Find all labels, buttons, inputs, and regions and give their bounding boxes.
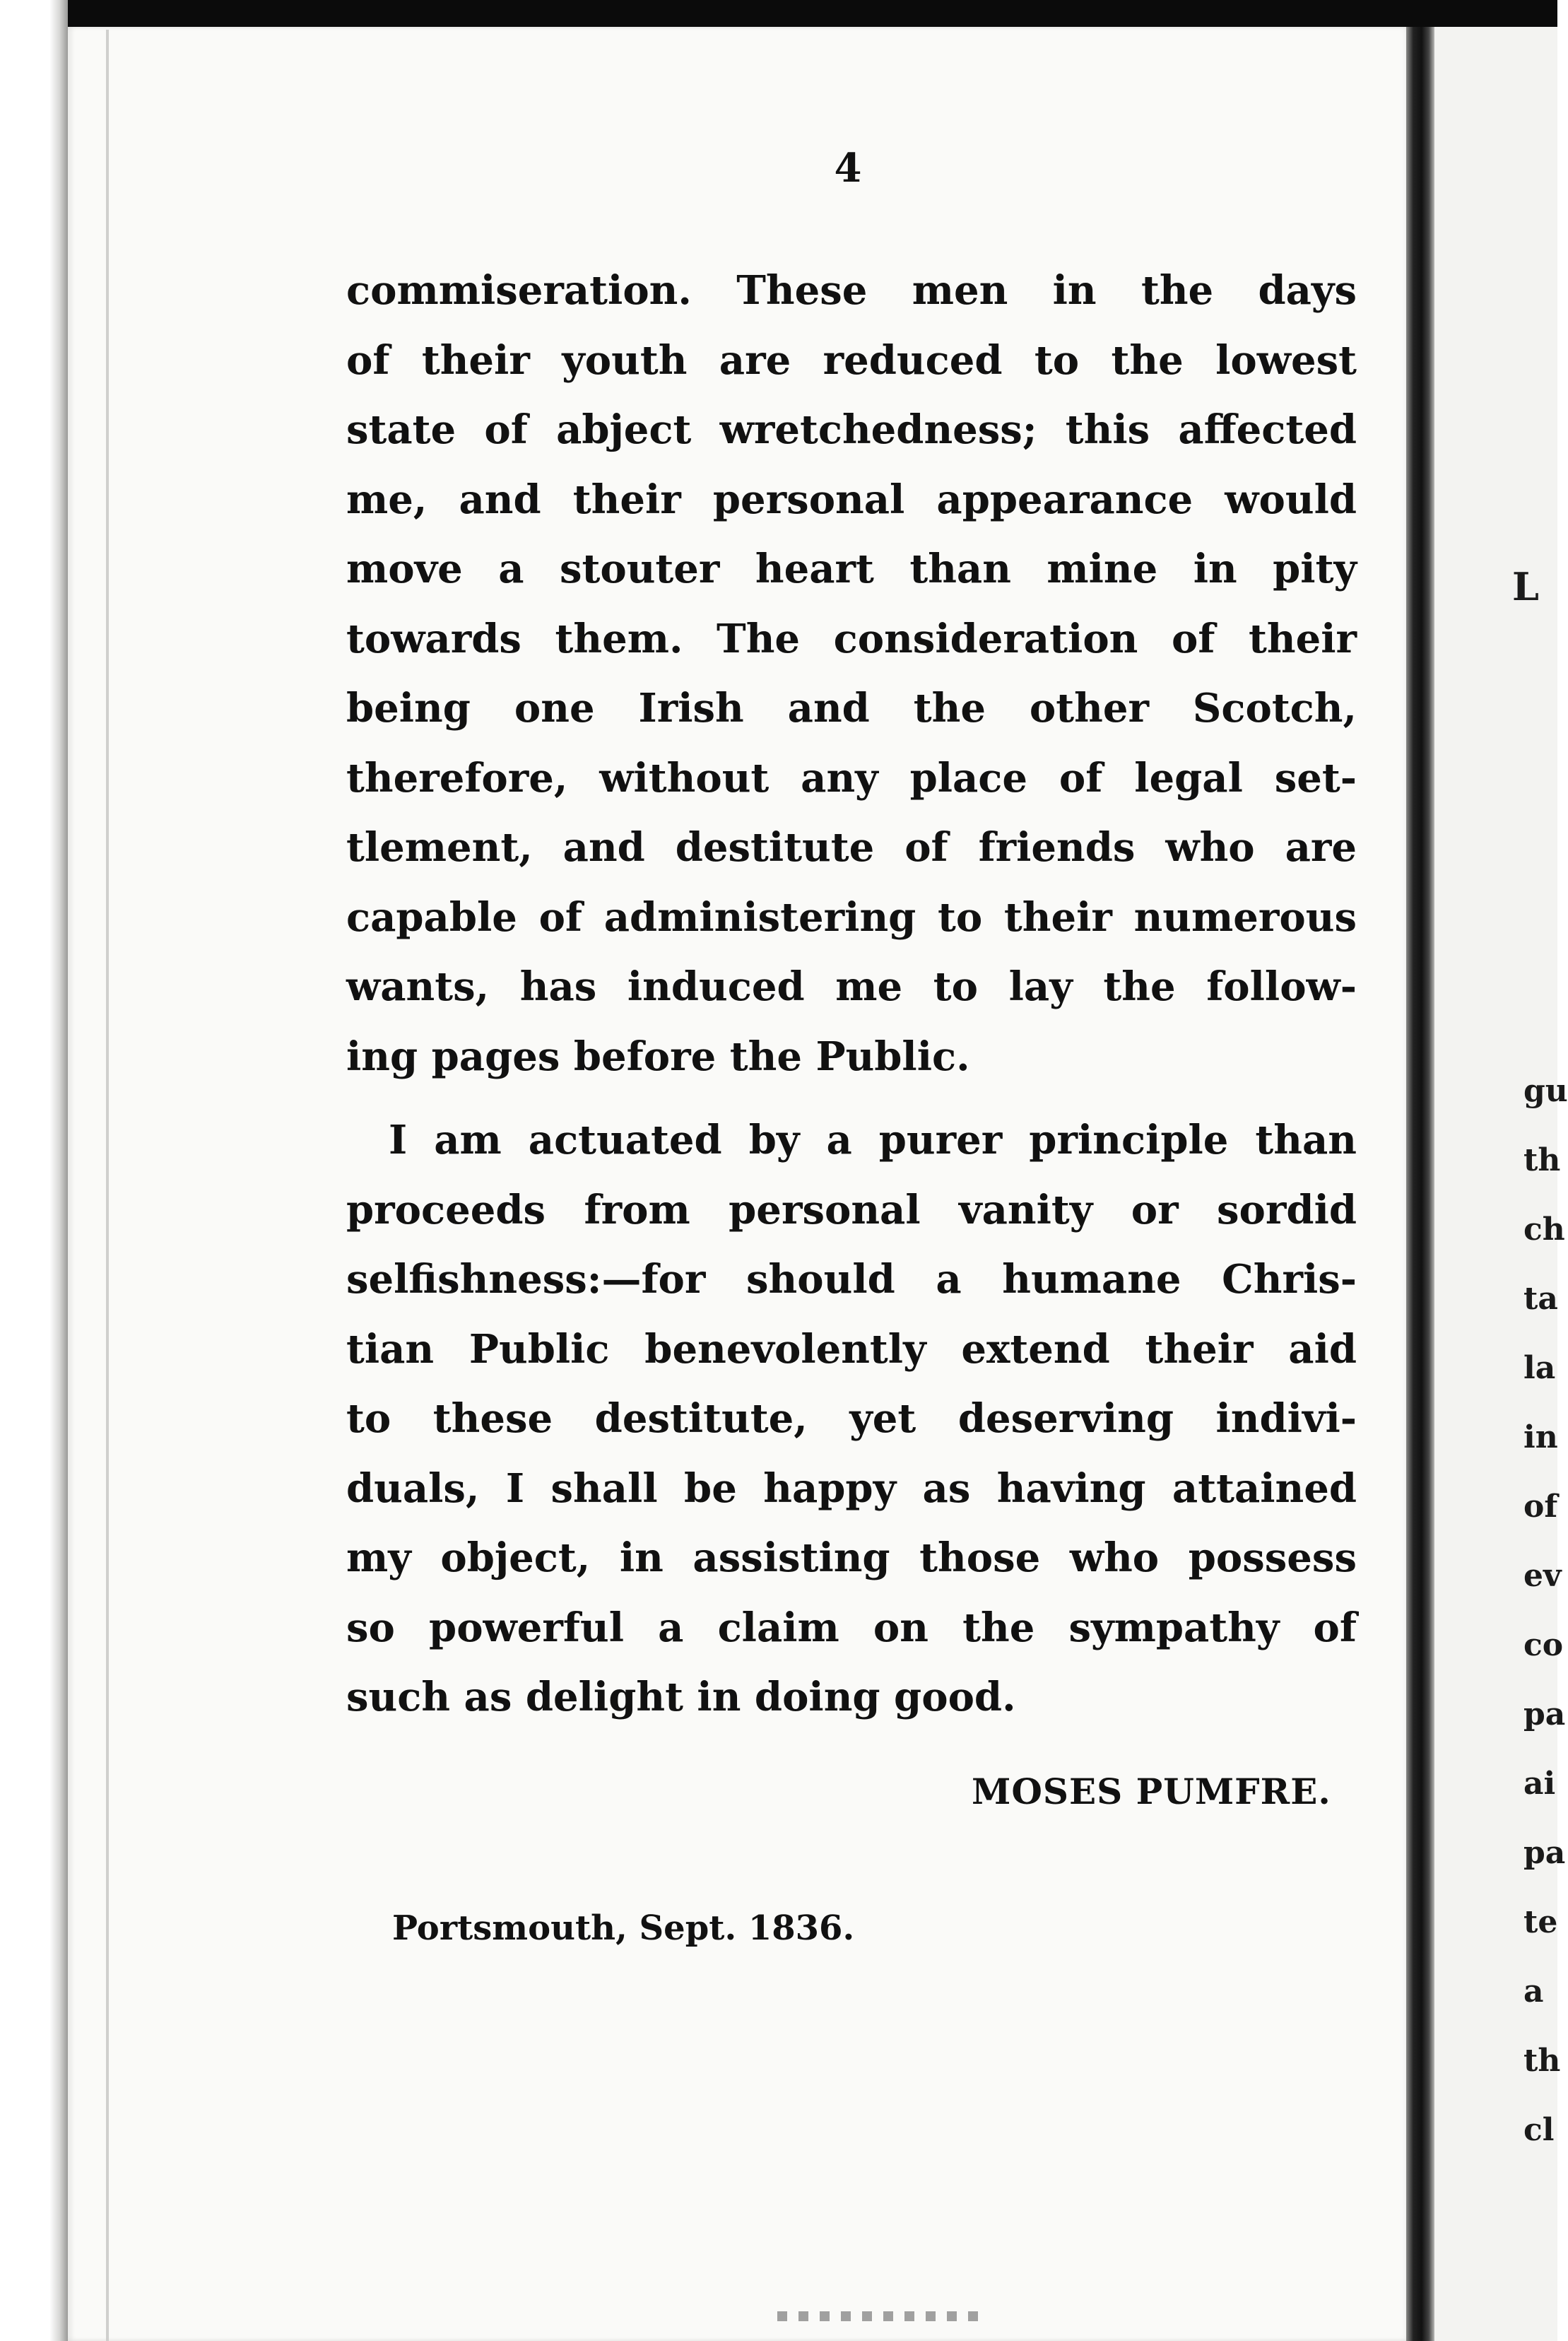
text-line: to these destitute, yet deserving indivi- bbox=[346, 1395, 1357, 1442]
scanner-left-edge bbox=[0, 0, 68, 2341]
page-number: 4 bbox=[834, 145, 862, 192]
scanner-top-edge bbox=[0, 0, 1557, 30]
text-line: capable of administering to their numerous bbox=[346, 893, 1357, 941]
next-page-line-start: cl bbox=[1523, 2112, 1555, 2148]
next-page-line-start: gu bbox=[1523, 1073, 1568, 1109]
text-line: towards them. The consideration of their bbox=[346, 615, 1357, 662]
text-line: tian Public benevolently extend their aid bbox=[346, 1325, 1357, 1373]
text-line: I am actuated by a purer principle than bbox=[389, 1117, 1357, 1163]
next-page-line-start: of bbox=[1523, 1489, 1558, 1525]
author-signature: MOSES PUMFRE. bbox=[972, 1771, 1331, 1812]
paragraph-1 bbox=[346, 256, 1357, 1091]
text-line: such as delight in doing good. bbox=[346, 1674, 1016, 1720]
next-page-line-start: in bbox=[1523, 1419, 1558, 1455]
next-page-line-start: te bbox=[1523, 1904, 1558, 1940]
next-page-line-start: la bbox=[1523, 1350, 1556, 1386]
text-line: state of abject wretchedness; this affected bbox=[346, 406, 1357, 453]
next-page-line-start: co bbox=[1523, 1627, 1564, 1663]
text-line: tlement, and destitute of friends who are bbox=[346, 824, 1357, 871]
next-page-line-start: a bbox=[1523, 1973, 1544, 2009]
paragraph-gap bbox=[346, 1091, 1357, 1105]
next-page-line-start: th bbox=[1523, 2043, 1561, 2079]
book-page-right-sliver bbox=[1434, 27, 1568, 2341]
text-line: being one Irish and the other Scotch, bbox=[346, 685, 1357, 732]
scan-artifact-marks bbox=[777, 2311, 989, 2321]
next-page-line-start: pa bbox=[1523, 1696, 1566, 1732]
text-line: me, and their personal appearance would bbox=[346, 476, 1357, 523]
text-line: my object, in assisting those who possess bbox=[346, 1535, 1357, 1581]
book-gutter bbox=[1406, 27, 1434, 2341]
next-page-line-start: ai bbox=[1523, 1766, 1556, 1802]
next-page-line-start: ev bbox=[1523, 1558, 1562, 1594]
next-page-line-start: pa bbox=[1523, 1835, 1566, 1871]
next-page-line-start: th bbox=[1523, 1142, 1561, 1178]
text-line: of their youth are reduced to the lowest bbox=[346, 336, 1357, 384]
page-body-text bbox=[346, 256, 1357, 1732]
text-line: ing pages before the Public. bbox=[346, 1033, 970, 1080]
next-page-line-start: ch bbox=[1523, 1211, 1565, 1248]
text-line: selfishness:—for should a humane Chris- bbox=[346, 1256, 1357, 1303]
paragraph-2 bbox=[346, 1105, 1357, 1732]
next-page-line-start: ta bbox=[1523, 1281, 1558, 1317]
text-line: proceeds from personal vanity or sordid bbox=[346, 1186, 1357, 1233]
next-page-initial: L bbox=[1512, 564, 1539, 609]
text-line: duals, I shall be happy as having attained bbox=[346, 1465, 1357, 1512]
page-edge-line bbox=[106, 30, 109, 2341]
text-line: wants, has induced me to lay the follow- bbox=[346, 963, 1357, 1010]
text-line: commiseration. These men in the days bbox=[346, 267, 1357, 314]
text-line: so powerful a claim on the sympathy of bbox=[346, 1604, 1357, 1651]
text-line: therefore, without any place of legal set- bbox=[346, 754, 1357, 802]
dateline: Portsmouth, Sept. 1836. bbox=[392, 1908, 855, 1948]
text-line: move a stouter heart than mine in pity bbox=[346, 546, 1357, 592]
